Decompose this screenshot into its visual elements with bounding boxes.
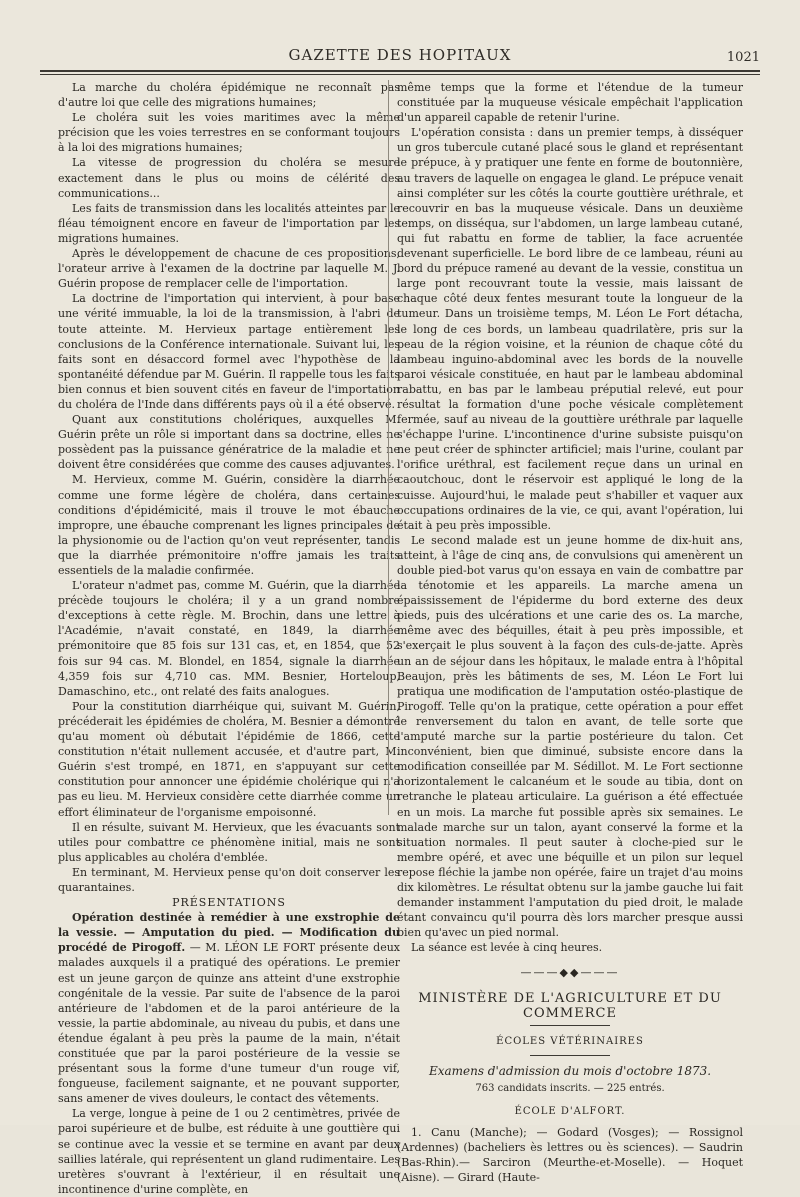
left-column (58, 80, 400, 1197)
exam-title: Examens d'admission du mois d'octobre 1873. (428, 1063, 712, 1078)
paragraph: La verge, longue à peine de 1 ou 2 centimètres, privée de paroi supérieure et de bulbe, est réduite à une gouttière qui se continue avec la vessie et se termine en avant par deux saillies latérale, qui représentent un gland rudimentaire. Les uretères s'ouvrant à l'extérieur, il en résultait une incontinence d'urine complète, en (58, 1107, 400, 1196)
school-name: ÉCOLE D'ALFORT. (514, 1106, 626, 1117)
paragraph: Le choléra suit les voies maritimes avec la même précision que les voies terrestres en se conformant toujours à la loi des migrations humaines; (58, 111, 400, 155)
section-heading: PRÉSENTATIONS (172, 896, 286, 910)
paragraph: La vitesse de progression du choléra se mesure exactement dans le plus ou moins de célérité des communications... (58, 156, 400, 200)
paragraph: M. Hervieux, comme M. Guérin, considère la diarrhée comme une forme légère de choléra, dans certaines conditions d'épidémicité, mais il trouve le mot ébauche impropre, une ébauche comprenant les lignes principales de la physionomie ou de l'action qu'on veut représenter, tandis que la diarrhée prémonitoire n'offre jamais les traits essentiels de la maladie confirmée. (58, 473, 400, 577)
header-rule-thin (40, 74, 760, 75)
paragraph: Pour la constitution diarrhéique qui, suivant M. Guérin, précéderait les épidémies de choléra, M. Besnier a démontré qu'au moment où débutait l'épidémie de 1866, cette constitution n'était nullement accusée, et d'autre part, M. Guérin s'est trompé, en 1871, en s'appuyant sur cette constitution pour annoncer une épidémie cholérique qui n'a pas eu lieu. M. Hervieux considère cette diarrhée comme un effort éliminateur de l'organisme empoisonné. (58, 699, 400, 819)
paragraph: L'orateur n'admet pas, comme M. Guérin, que la diarrhée précède toujours le choléra; il y a un grand nombre d'exceptions à cette règle. M. Brochin, dans une lettre à l'Académie, n'avait constaté, en 1849, la diarrhée prémonitoire que 85 fois sur 131 cas, et, en 1854, que 52 fois sur 94 cas. M. Blondel, en 1854, signale la diarrhée 4,359 fois sur 4,710 cas. MM. Besnier, Horteloup, Damaschino, etc., ont relaté des faits analogues. (58, 579, 400, 698)
column-divider (388, 80, 389, 815)
right-column (397, 80, 743, 1185)
short-rule (530, 1025, 610, 1026)
paragraph: La séance est levée à cinq heures. (411, 941, 603, 955)
paragraph: Quant aux constitutions cholériques, auxquelles M. Guérin prête un rôle si important dans sa doctrine, elles ne possèdent pas la puissance génératrice de la maladie et ne doivent être considérées que comme des causes adjuvantes. (58, 413, 400, 472)
ornamental-divider: ———◆◆——— (520, 966, 620, 980)
page-header (40, 42, 760, 72)
ministry-heading: MINISTÈRE DE L'AGRICULTURE ET DU COMMERCE (418, 990, 722, 1021)
short-rule (530, 1055, 610, 1056)
paragraph: Le second malade est un jeune homme de dix-huit ans, atteint, à l'âge de cinq ans, de convulsions qui amenèrent un double pied-bot varus qu'on essaya en vain de combattre par la ténotomie et les appareils. La marche amena un épaississement de l'épiderme du bord externe des deux pieds, puis des ulcérations et une carie des os. La marche, même avec des béquilles, était à peu près impossible, et s'exerçait le plus souvent à la façon des culs-de-jatte. Après un an de séjour dans les hôpitaux, le malade entra à l'hôpital Beaujon, près les bâtiments de ses, M. Léon Le Fort lui pratiqua une modification de l'amputation ostéo-plastique de Pirogoff. Telle qu'on la pratique, cette opération a pour effet le renversement du talon en avant, de telle sorte que l'amputé marche sur la partie postérieure du talon. Cet inconvénient, bien que diminué, subsiste encore dans la modification conseillée par M. Sédillot. M. Le Fort sectionne horizontalement le calcanéum et le soude au tibia, dont on retranche le plateau articulaire. La guérison a été effectuée en un mois. La marche fut possible après six semaines. Le malade marche sur un talon, ayant conservé la forme et la situation normales. Il peut sauter à cloche-pied sur le membre opéré, et avec une béquille et un pilon sur lequel repose fléchie la jambe non opérée, faire un trajet d'au moins dix kilomètres. Le résultat obtenu sur la jambe gauche lui fait demander instamment l'amputation du pied droit, le malade étant convaincu qu'il pourra dès lors marcher presque aussi bien qu'avec un pied normal. (397, 533, 743, 940)
paragraph: Après le développement de chacune de ces propositions, l'orateur arrive à l'examen de la doctrine par laquelle M. J. Guérin propose de remplacer celle de l'importation. (58, 247, 400, 291)
paragraph: Il en résulte, suivant M. Hervieux, que les évacuants sont utiles pour combattre ce phénomène initial, mais ne sont plus applicables au choléra d'emblée. (58, 820, 400, 864)
paragraph: La doctrine de l'importation qui intervient, à pour base une vérité immuable, la loi de la transmission, à l'abri de toute atteinte. M. Hervieux partage entièrement les conclusions de la Conférence internationale. Suivant lui, les faits sont en désaccord formel avec l'hypothèse de la spontanéité défendue par M. Guérin. Il rappelle tous les faits bien connus et bien souvent cités en faveur de l'importation du choléra de l'Inde dans différents pays où il a été observé. (58, 292, 400, 411)
case-heading: Opération destinée à remédier à une exstrophie de la vessie. — Amputation du pied. — Modification du procédé de Pirogoff. (58, 911, 400, 955)
paragraph: Les faits de transmission dans les localités atteintes par le fléau témoignent encore en faveur de l'importation par les migrations humaines. (58, 201, 400, 245)
schools-heading: ÉCOLES VÉTÉRINAIRES (496, 1035, 644, 1047)
header-rule (40, 70, 760, 72)
paragraph: En terminant, M. Hervieux pense qu'on doit conserver les quarantaines. (58, 865, 400, 894)
paragraph: même temps que la forme et l'étendue de la tumeur constituée par la muqueuse vésicale empêchait l'application d'un appareil capable de retenir l'urine. (397, 81, 743, 125)
paragraph: La marche du choléra épidémique ne reconnaît pas d'autre loi que celle des migrations humaines; (58, 81, 400, 110)
exam-counts: 763 candidats inscrits. — 225 entrés. (475, 1082, 665, 1094)
page-number: 1021 (726, 50, 760, 65)
case-text: — M. LÉON LE FORT présente deux malades auxquels il a pratiqué des opérations. Le premier est un jeune garçon de quinze ans atteint d'une exstrophie congénitale de la vessie. Par suite de l'absence de la paroi antérieure de l'abdomen et de la paroi antérieure de la vessie, la partie abdominale, au niveau du pubis, et dans une étendue égalant à peu près la paume de la main, n'était constituée que par la paroi postérieure de la vessie se présentant sous la forme d'une tumeur d'un rouge vif, fongueuse, facilement saignante, et ne pouvant supporter, sans amener de vives douleurs, le contact des vêtements. (58, 941, 400, 1106)
paragraph (58, 910, 400, 1106)
admission-list: 1. Canu (Manche); — Godard (Vosges); — Rossignol (Ardennes) (bacheliers ès lettres ou ès sciences). — Saudrin (Bas-Rhin).— Sarciron (Meurthe-et-Moselle). — Hoquet (Aisne). — Girard (Haute- (397, 1126, 743, 1185)
journal-title: GAZETTE DES HOPITAUX (288, 46, 512, 64)
paragraph: L'opération consista : dans un premier temps, à disséquer un gros tubercule cutané placé sous le gland et représentant le prépuce, à y pratiquer une fente en forme de boutonnière, au travers de laquelle on engagea le gland. Le prépuce venait ainsi compléter sur les côtés la courte gouttière uréthrale, et recouvrir en bas la muqueuse vésicale. Dans un deuxième temps, on disséqua, sur l'abdomen, un large lambeau cutané, qui fut rabattu en forme de tablier, la face acruentée devenant superficielle. Le bord libre de ce lambeau, réuni au bord du prépuce ramené au devant de la vessie, constitua un large pont recouvrant toute la vessie, mais laissant de chaque côté deux fentes mesurant toute la longueur de la tumeur. Dans un troisième temps, M. Léon Le Fort détacha, le long de ces bords, un lambeau quadrilatère, pris sur la peau de la région voisine, et la réunion de chaque côté du lambeau inguino-abdominal avec les bords de la nouvelle paroi vésicale constituée, en haut par le lambeau abdominal rabattu, en bas par le lambeau préputial relevé, eut pour résultat la formation d'une poche vésicale complètement fermée, sauf au niveau de la gouttière uréthrale par laquelle s'échappe l'urine. L'incontinence d'urine subsiste puisqu'on ne peut créer de sphincter artificiel; mais l'urine, coulant par l'orifice uréthral, est facilement reçue dans un urinal en caoutchouc, dont le réservoir est appliqué le long de la cuisse. Aujourd'hui, le malade peut s'habiller et vaquer aux occupations ordinaires de la vie, ce qui, avant l'opération, lui était à peu près impossible. (397, 126, 743, 532)
